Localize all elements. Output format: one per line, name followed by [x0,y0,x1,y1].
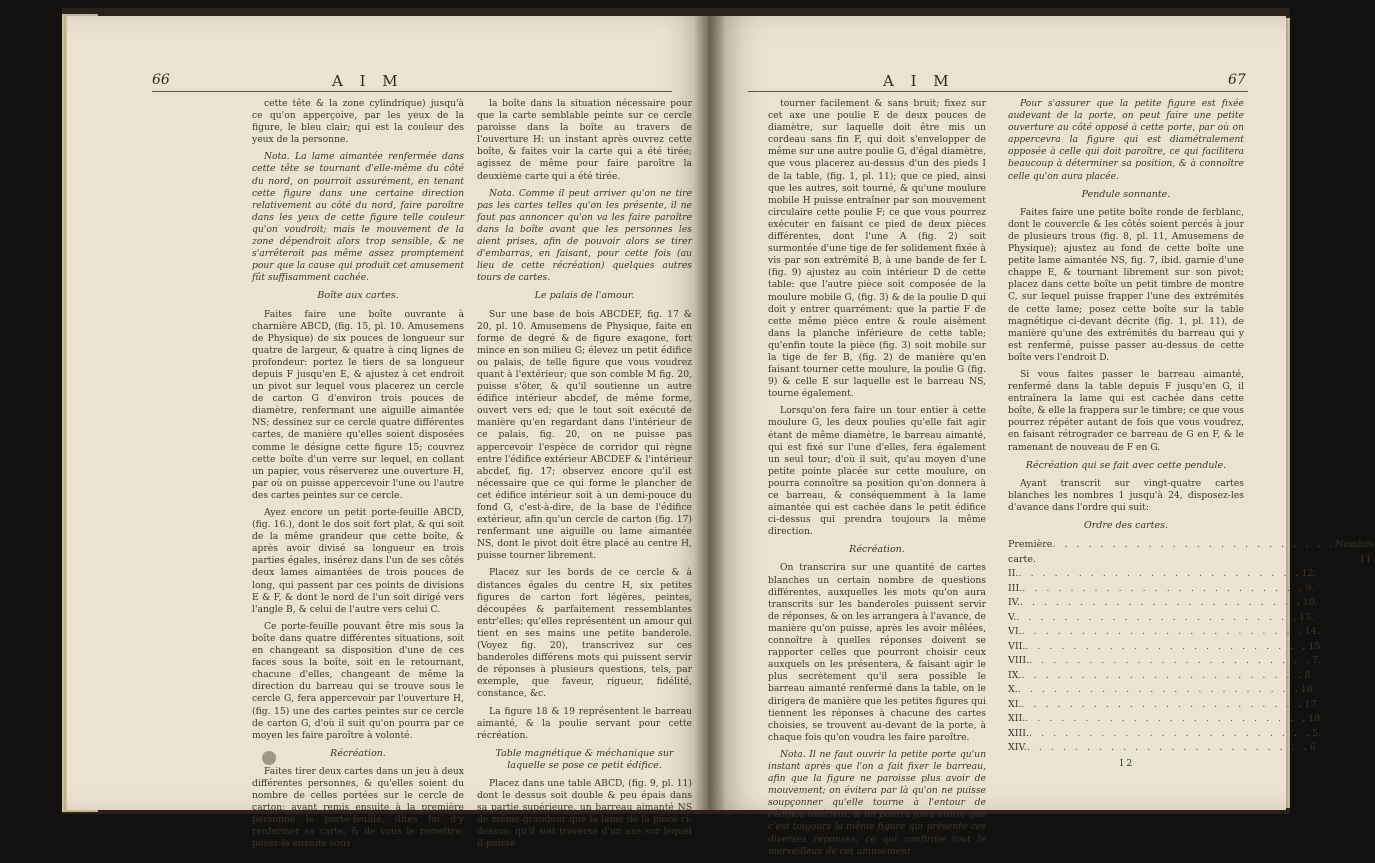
paragraph: Si vous faites passer le barreau aimanté, renfermé dans la table depuis F jusqu'en G, il entraînera la lame qui est cachée dans cette boîte, & elle la frappera sur le timbre; ce que vous pourrez répéter autant de fois que vous voudrez, en faisant rétrograder ce barreau de G en F, & le ramenant de nouveau de F en G. [1008,368,1245,453]
left-column-1 [252,98,464,856]
dot-leader: . . . . . . . . . . . . . . . . . . . . . . . . [1029,727,1312,739]
dot-leader: . . . . . . . . . . . . . . . . . . . . . . . . [1026,742,1310,754]
row-number: 7. [1312,655,1322,667]
dot-leader: . . . . . . . . . . . . . . . . . . . . . . . . [1029,655,1313,667]
right-running-header: A I M [883,72,955,90]
row-number: 5. [1311,727,1322,739]
row-label: IX. [1008,669,1022,681]
row-label: XIV. [1008,742,1027,754]
row-number: 12. [1301,568,1317,580]
row-label: VI. [1008,626,1022,638]
table-row [1008,727,1322,742]
table-row [1008,654,1322,669]
right-page [708,16,1375,857]
table-row [1008,640,1324,655]
nota-paragraph: Nota. Il ne faut ouvrir la petite porte qu'un instant après que l'on a fait fixer le barreau, afin que la figure ne paroisse plus avoir de mouvement; on évitera par là qu'on ne puisse soupçonner qu'elle tourne à l'entour de l'édifice intérieur, & on pourra faire croire que c'est toujours la même figure qui présente ces diverses réponses, ce qui confirme tout le merveilleux de cet amusement. [768,748,986,857]
row-number: 8. [1304,669,1314,681]
paragraph: Ayant transcrit sur vingt-quatre cartes blanches les nombres 1 jusqu'à 24, disposez-les d'avance dans l'ordre qui suit: [1008,477,1244,513]
right-column-1 [768,98,986,863]
paragraph: Sur une base de bois ABCDEF, fig. 17 & 20, pl. 10. Amusemens de Physique, faite en forme de degré & de figure exagone, fort mince en son milieu G; élevez un petit édifice ou palais, de telle figure que vous voudrez quant à l'extérieur; que son comble M fig. 20, puisse s'ôter, & qu'il soutienne un autre édifice intérieur abcdef, de même forme, ouvert vers ed; que le tout soit exécuté de manière qu'en regardant dans l'intérieur de ce palais, fig. 20, on ne puisse pas appercevoir l'espèce de corridor qui règne entre l'édifice extérieur ABCDEF & l'intérieur abcdef, fig. 17; observez encore qu'il est nécessaire que ce qui forme le plancher de cet édifice intérieur soit à un demi-pouce du fond G, c'est-à-dire, de la base de l'édifice extérieur, afin qu'un cercle de carton (fig. 17) renfermant une aiguille ou lame aimantée NS, dont le pivot doit être placé au centre H, puisse tourner librement. [477,308,692,562]
row-label: V. [1008,611,1017,623]
left-page-number: 66 [152,72,170,88]
section-heading: Récréation. [849,544,905,556]
section-heading: Table magnétique & méchanique sur laquelle se pose ce petit édifice. [495,747,674,771]
row-number: 10. [1302,597,1319,609]
row-label: IV. [1008,597,1020,609]
dot-leader: . . . . . . . . . . . . . . . . . . . . . . . . [1025,713,1309,725]
right-header-rule [748,91,1248,92]
table-row [1008,698,1320,713]
table-row [1008,567,1317,582]
paragraph: On transcrira sur une quantité de cartes blanches un certain nombre de questions différentes, auxquelles les mots qu'on aura transcrits sur les banderoles puissent servir de réponses, & on les arrangera à l'avance, de manière qu'on puisse, après les avoir mêlées, connoître à quelles réponses doivent se rapporter celles que pourront choisir ceux auxquels on les présentera, & faisant agir le plus secrètement qu'il sera possible le barreau aimanté renfermé dans la table, on le dirigera de manière que les petites figures qui tiennent les réponses à chacune des cartes choisies, se trouvent au-devant de la porte, à chaque fois qu'on voudra les faire paroître. [768,562,986,743]
row-label: XIII. [1008,727,1030,739]
dot-leader: . . . . . . . . . . . . . . . . . . . . . . . . [1022,582,1306,594]
paragraph: Ayez encore un petit porte-feuille ABCD, (fig. 16.), dont le dos soit fort plat, & qui soit de la même grandeur que cette boîte, & après avoir divisé sa longueur en trois parties égales, insérez dans l'un de ses côtés deux lames aimantées de trois pouces de long, qui passent par ces points de divisions E & F, & dont le nord de l'un soit dirigé vers l'angle B, & celui de l'autre vers celui C. [252,507,464,615]
dot-leader: . . . . . . . . . . . . . . . . . . . . . . . . [1018,568,1302,580]
right-page-number: 67 [1228,72,1246,88]
left-running-header: A I M [332,72,404,90]
dot-leader: . . . . . . . . . . . . . . . . . . . . . . . . [1021,626,1305,638]
dot-leader: . . . . . . . . . . . . . . . . . . . . . . . . [1016,611,1300,623]
paragraph: Lorsqu'on fera faire un tour entier à cette moulure G, les deux poulies qu'elle fait agir étant de même diamètre, le barreau aimanté, qui est fixé sur l'une d'elles, fera également un seul tour; d'où il suit, qu'au moyen d'une petite pointe placée sur cette moulure, on pourra connoître sa position qu'on donnera à ce barreau, & conséquemment à la lame aimantée qui est cachée dans le petit édifice ci-dessus qui prendra toujours la même direction. [768,405,986,538]
section-heading: Le palais de l'amour. [534,290,635,302]
section-heading: Récréation qui se fait avec cette pendule. [1025,459,1227,471]
row-label: II. [1008,568,1019,580]
ink-stain [262,751,276,765]
row-label: XII. [1008,713,1026,725]
table-row [1008,611,1315,626]
paragraph: La figure 18 & 19 représentent le barreau aimanté, & la poulie servant pour cette récréation. [477,705,692,741]
dot-leader: . . . . . . . . . . . . . . . . . . . . . . . . [1025,640,1309,652]
paragraph: tourner facilement & sans bruit; fixez sur cet axe une poulie E de deux pouces de diamètre, sur laquelle doit être mis un cordeau sans fin F, qui doit s'envelopper de même sur une autre poulie G, d'égal diamètre, que vous placerez au-dessus d'un des pieds I de la table, (fig. 1, pl. 11); que ce pied, ainsi que les autres, soit tourné, & qu'une moulure mobile H puisse entraîner par son mouvement circulaire cette poulie F; ce que vous pourrez exécuter en faisant ce pied de deux pièces différentes, dont l'une A (fig. 2) soit surmontée d'une tige de fer solidement fixée à vis par son extrémité B, à une bande de fer L (fig. 9) ajustez au coin intérieur D de cette table: que l'autre pièce soit composée de la moulure mobile G, (fig. 3) & de la poulie D qui doit y entrer quarrément: que la partie F de cette même pièce entre & roule aisément dans la planche inférieure de cette table; qu'enfin toute la pièce (fig. 3) soit mobile sur la tige de fer B, (fig. 2) de manière qu'en faisant tourner cette moulure, la poulie G (fig. 9) & celle E sur laquelle est le barreau NS, tourne également. [768,98,986,400]
table-row [1008,669,1314,684]
signature-mark: I 2 [1119,757,1133,769]
table-row [1008,582,1315,597]
dot-leader: . . . . . . . . . . . . . . . . . . . . . . . . [1021,669,1305,681]
paragraph: la boîte dans la situation nécessaire pour que la carte semblable peinte sur ce cercle paroisse dans la boîte au travers de l'ouverture H: un instant après ouvrez cette boîte, & faites voir la carte qui a été tirée; agissez de même pour faire paroître la deuxième carte qui a été tirée. [477,98,692,182]
row-number: 6. [1309,742,1319,754]
row-label: Première carte. [1008,539,1053,565]
open-book [62,8,1375,857]
right-column-2 [1008,98,1375,770]
paragraph: Placez sur les bords de ce cercle & à distances égales du centre H, six petites figures de carton fort légères, peintes, découpées & parfaitement ressemblantes entr'elles; qu'elles représentent un amour qui tient en ses mains une petite banderole. (Voyez fig. 20), transcrivez sur ces banderoles différens mots qui puissent servir de réponses à plusieurs questions, tels, par exemple, que faveur, rigueur, fidélité, constance, &c. [477,567,692,700]
row-number: 18. [1308,713,1324,725]
dot-leader: . . . . . . . . . . . . . . . . . . . . . . . . [1017,684,1301,696]
dot-leader: . . . . . . . . . . . . . . . . . . . . . . . . [1021,698,1305,710]
nota-paragraph: Nota. La lame aimantée renfermée dans cette tête se tournant d'elle-même du côté du nord, on pourroit assurément, en tenant cette figure dans une certaine direction relativement au côté du nord, faire paroître dans les yeux de cette figure telle couleur qu'on voudroit; mais le mouvement de la zone dépendroit alors trop sensible, & ne s'arrêteroit pas même assez promptement pour que la cause qui produit cet amusement fût suffisamment cachée. [252,151,464,284]
paragraph: Faites tirer deux cartes dans un jeu à deux différentes personnes, & qu'elles soient du nombre de celles portées sur le cercle de carton; avant remis ensuite à la première personne le porte-feuille, dites lui d'y renfermer sa carte, & de vous le remettre; posez-le ensuite sous [252,765,464,850]
row-number: 14. [1304,626,1320,638]
row-label: III. [1008,582,1023,594]
row-label: VII. [1008,640,1026,652]
row-label: XI. [1008,698,1022,710]
row-label: X. [1008,684,1018,696]
row-label: VIII. [1008,655,1030,667]
paragraph: Faites faire une boîte ouvrante à charnière ABCD, (fig. 15, pl. 10. Amusemens de Physique) de six pouces de longueur sur quatre de largeur, & quatre à cinq lignes de profondeur: portez le tiers de sa longueur depuis F jusqu'en E, & ajustez à cet endroit un pivot sur lequel vous placerez un cercle de carton G d'environ trois pouces de diamètre, renfermant une aiguille aimantée NS; dessinez sur ce cercle quatre différentes cartes, de manière qu'elles soient disposées comme le désigne cette figure 15; couvrez cette boîte d'un verre sur lequel, en collant un papier, vous réserverez une ouverture H, par où on puisse appercevoir l'une ou l'autre des cartes peintes sur ce cercle. [252,308,464,501]
card-order-title: Ordre des cartes. [1083,520,1169,531]
left-page [67,16,710,850]
section-heading: Récréation. [330,747,386,759]
section-heading: Pendule sonnante. [1081,188,1171,200]
dot-leader: . . . . . . . . . . . . . . . . . . . . . . . . [1052,539,1336,551]
table-row [1008,596,1319,611]
paragraph: Pour s'assurer que la petite figure est fixée audevant de la porte, on peut faire une petite ouverture au côté opposé à cette porte, par où on appercevra la figure qui est diamétralement opposée à celle qui doit paroître, ce qui facilitera beaucoup à déterminer sa position, & à connoître celle qu'on aura placée. [1008,98,1244,182]
left-header-rule [152,91,672,92]
book-spine [694,16,726,810]
paragraph: Ce porte-feuille pouvant être mis sous la boîte dans quatre différentes situations, soit en changeant sa disposition d'une de ces faces sous la boîte, soit en le retournant, chacune d'elles, changeant de même la direction du barreau qui se trouve sous le cercle G, fera appercevoir par l'ouverture H, (fig. 15) une des cartes peintes sur ce cercle de carton G, d'où il suit qu'on pourra par ce moyen les faire paroître à volonté. [252,620,464,741]
table-row [1008,712,1324,727]
paragraph: Placez dans une table ABCD, (fig. 9, pl. 11) dont le dessus soit double & peu épais dans sa partie supérieure, un barreau aimanté NS de même grandeur que la lame de la pièce ci-dessus; qu'il soit traversé d'un axe sur lequel il puisse [477,777,692,850]
table-row [1008,625,1320,640]
paragraph: Faites faire une petite boîte ronde de ferblanc, dont le couvercle & les côtés soient percés à jour de plusieurs trous (fig. 8, pl. 11, Amusemens de Physique); ajustez au fond de cette boîte une petite lame aimantée NS, fig. 7, ibid. garnie d'une chappe E, & tournant librement sur son pivot; placez dans cette boîte un petit timbre de montre C, sur lequel puisse frapper l'une des extrémités de cette lame; posez cette boîte sur la table magnétique ci-devant décrite (fig. 1, pl. 11), de manière qu'une des extrémités du barreau qui y est renfermé, puisse passer au-dessus de cette boîte vers l'endroit D. [1008,206,1244,363]
section-heading: Boîte aux cartes. [317,290,399,302]
paragraph: cette tête & la zone cylindrique) jusqu'à ce qu'on apperçoive, par les yeux de la figure, le bleu clair; qui est la couleur des yeux de la personne. [252,98,464,146]
table-row [1008,683,1316,698]
row-number: 9. [1305,582,1315,594]
row-number: 17. [1304,698,1320,710]
table-row [1008,538,1375,567]
row-number: 16. [1300,684,1316,696]
row-number: 15. [1308,640,1324,652]
dot-leader: . . . . . . . . . . . . . . . . . . . . . . . . [1019,597,1303,609]
row-number: Nombre 11. [1335,539,1375,565]
table-row [1008,741,1319,756]
card-order-table [1008,538,1375,756]
row-number: 13. [1299,611,1315,623]
left-column-2 [477,98,692,856]
nota-paragraph: Nota. Comme il peut arriver qu'on ne tire pas les cartes telles qu'on les présente, il ne faut pas annoncer qu'on va les faire paroître dans la boîte avant que les personnes les aient prises, afin de pouvoir alors se tirer d'embarras, en faisant, pour cette fois (au lieu de cette récréation) quelques autres tours de cartes. [477,187,692,284]
